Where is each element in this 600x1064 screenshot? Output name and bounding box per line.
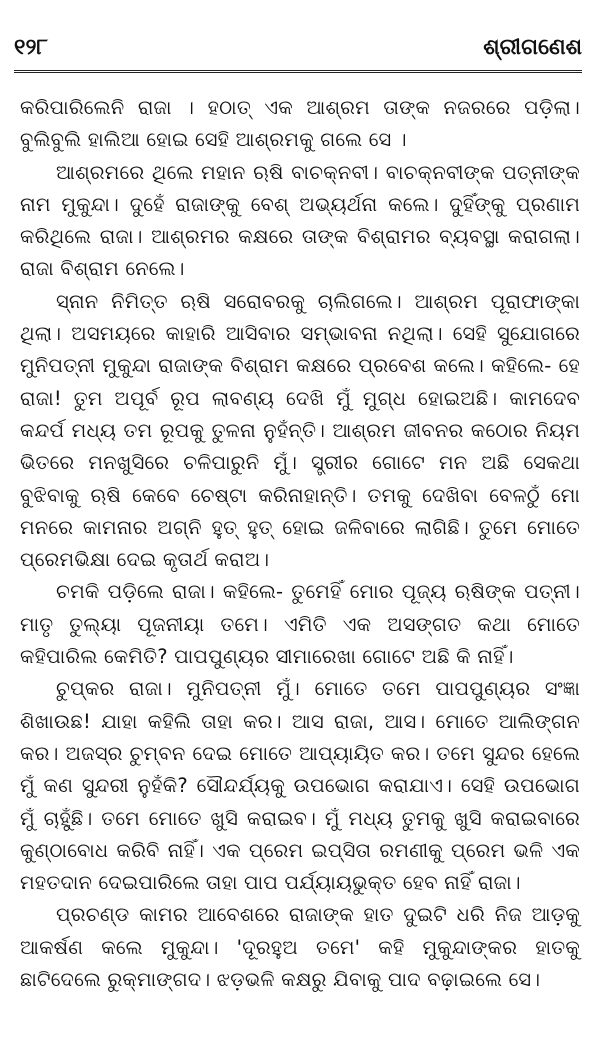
paragraph-1: କରିପାରିଲେନି ରାଜା । ହଠାତ୍ ଏକ ଆଶ୍ରମ ତାଙ୍କ ନଜରରେ ପଡ଼ିଲା। ବୁଲିବୁଲି ହାଲିଆ ହୋଇ ସେହି ଆଶ୍ରମକୁ ଗଲେ ସେ । (20, 96, 580, 152)
paragraph-2: ଆଶ୍ରମରେ ଥିଲେ ମହାନ ଋଷି ବାଚକ୍ନବୀ। ବାଚକ୍ନବୀଙ୍କ ପତ୍ନୀଙ୍କ ନାମ ମୁକୁନ୍ଦା। ଦୁହେଁ ରାଜାଙ୍କୁ ବେଶ୍ ଅଭ୍ୟର୍ଥନା କଲେ। ଦୁହିଁଙ୍କୁ ପ୍ରଣାମ କରିଥିଲେ ରାଜା। ଆଶ୍ରମର କକ୍ଷରେ ତାଙ୍କ ବିଶ୍ରାମର ବ୍ୟବସ୍ଥା କରାଗଲା। ରାଜା ବିଶ୍ରାମ ନେଲେ। (20, 160, 580, 281)
paragraph-4: ଚମକି ପଡ଼ିଲେ ରାଜା। କହିଲେ- ତୁମେହିଁ ମୋର ପୂଜ୍ୟ ଋଷିଙ୍କ ପତ୍ନୀ। ମାତୃ ତୁଲ୍ୟା ପୂଜନୀୟା ତମେ। ଏମିତି ଏକ ଅସଙ୍ଗତ କଥା ମୋତେ କହିପାରିଲ କେମିତି? ପାପପୁଣ୍ୟର ସୀମାରେଖା ଗୋଟେ ଅଛି କି ନାହିଁ। (20, 580, 580, 669)
header-divider (14, 70, 582, 73)
page-number: ୧୨୮ (14, 35, 48, 60)
page-header (14, 34, 582, 64)
paragraph-3: ସ୍ନାନ ନିମିତ୍ତ ଋଷି ସରୋବରକୁ ଚାଲିଗଲେ। ଆଶ୍ରମ ପୂରାଫାଙ୍କା ଥିଲା। ଅସମୟରେ କାହାରି ଆସିବାର ସମ୍ଭାବନା ନଥିଲା। ସେହି ସୁଯୋଗରେ ମୁନିପତ୍ନୀ ମୁକୁନ୍ଦା ରାଜାଙ୍କ ବିଶ୍ରାମ କକ୍ଷରେ ପ୍ରବେଶ କଲେ। କହିଲେ- ହେ ରାଜା! ତୁମ ଅପୂର୍ବ ରୂପ ଲାବଣ୍ୟ ଦେଖି ମୁଁ ମୁଗ୍ଧ ହୋଇଅଛି। କାମଦେବ କନ୍ଦର୍ପ ମଧ୍ୟ ତମ ରୂପକୁ ତୁଳନା ନୁହଁନ୍ତି। ଆଶ୍ରମ ଜୀବନର କଠୋର ନିୟମ ଭିତରେ ମନଖୁସିରେ ଚଳିପାରୁନି ମୁଁ। ସ୍ତ୍ରୀର ଗୋଟେ ମନ ଅଛି ସେକଥା ବୁଝିବାକୁ ଋଷି କେବେ ଚେଷ୍ଟା କରିନାହାନ୍ତି। ତମକୁ ଦେଖିବା ବେଳଠୁଁ ମୋ ମନରେ କାମନାର ଅଗ୍ନି ହୁତ୍ ହୁତ୍ ହୋଇ ଜଳିବାରେ ଲାଗିଛି। ତୁମେ ମୋତେ ପ୍ରେମଭିକ୍ଷା ଦେଇ କୃତାର୍ଥ କରାଅ। (20, 289, 580, 572)
running-title: ଶ୍ରୀଗଣେଶ (483, 35, 582, 60)
paragraph-6: ପ୍ରଚଣ୍ଡ କାମର ଆବେଶରେ ରାଜାଙ୍କ ହାତ ଦୁଇଟି ଧରି ନିଜ ଆଡ଼କୁ ଆକର୍ଷଣ କଲେ ମୁକୁନ୍ଦା। 'ଦୂରହୁଅ ତମେ' କହି ମୁକୁନ୍ଦାଙ୍କର ହାତକୁ ଛାଟିଦେଲେ ରୁକ୍ମାଙ୍ଗଦ। ଝଡ଼ଭଳି କକ୍ଷରୁ ଯିବାକୁ ପାଦ ବଢ଼ାଇଲେ ସେ। (20, 903, 580, 992)
body-text (20, 92, 580, 996)
paragraph-5: ଚୁପ୍‌କର ରାଜା। ମୁନିପତ୍ନୀ ମୁଁ। ମୋତେ ତମେ ପାପପୁଣ୍ୟର ସଂଜ୍ଞା ଶିଖାଉଛ! ଯାହା କହିଲି ତାହା କର। ଆସ ରାଜା, ଆସ। ମୋତେ ଆଲିଙ୍ଗନ କର। ଅଜସ୍ର ଚୁମ୍ବନ ଦେଇ ମୋତେ ଆପ୍ୟାୟିତ କର। ତମେ ସୁନ୍ଦର ହେଲେ ମୁଁ କଣ ସୁନ୍ଦରୀ ନୁହଁକି? ସୌନ୍ଦର୍ଯ୍ୟକୁ ଉପଭୋଗ କରାଯାଏ। ସେହି ଉପଭୋଗ ମୁଁ ଚାହୁଁଛି। ତମେ ମୋତେ ଖୁସି କରାଇବ। ମୁଁ ମଧ୍ୟ ତୁମକୁ ଖୁସି କରାଇବାରେ କୁଣ୍ଠାବୋଧ କରିବି ନାହିଁ। ଏକ ପ୍ରେମ ଇପ୍‌ସିତା ରମଣୀକୁ ପ୍ରେମ ଭଳି ଏକ ମହତଦାନ ଦେଇପାରିଲେ ତାହା ପାପ ପର୍ଯ୍ୟାୟଭୁକ୍ତ ହେବ ନାହିଁ ରାଜା। (20, 677, 580, 895)
